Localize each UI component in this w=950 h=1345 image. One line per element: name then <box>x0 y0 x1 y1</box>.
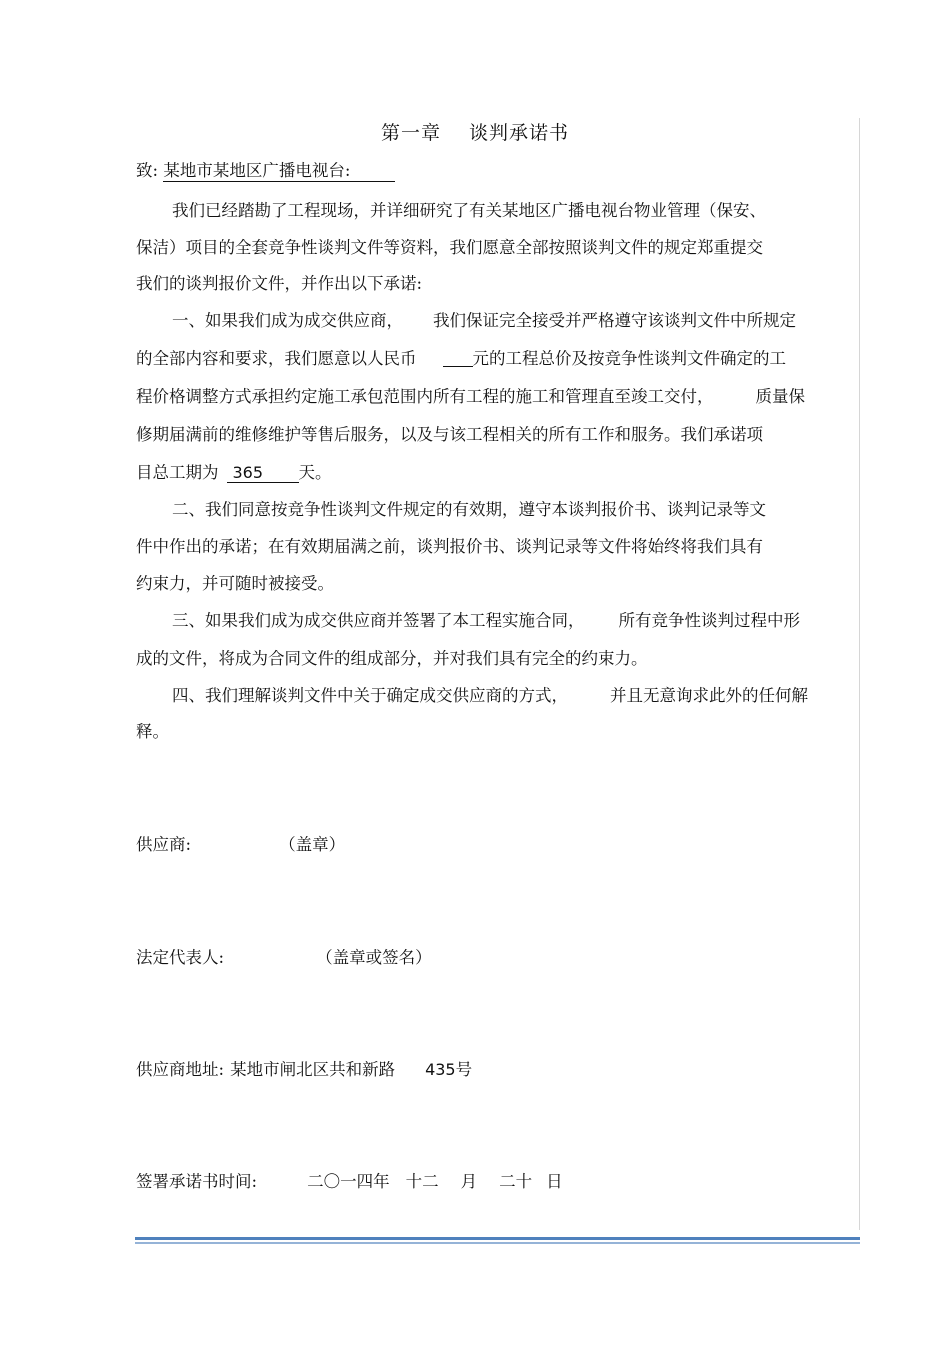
legal-rep-seal-note: （盖章或签名） <box>316 948 432 967</box>
clause3-l1a: 三、如果我们成为成交供应商并签署了本工程实施合同， <box>172 611 585 630</box>
legal-rep-label: 法定代表人: <box>136 948 225 967</box>
address-number: 435 <box>425 1060 456 1079</box>
supplier-line <box>136 831 345 855</box>
duration-days: 365 <box>227 463 299 483</box>
footer-rule <box>135 1237 860 1240</box>
sign-date-day: 日 <box>546 1172 563 1191</box>
clause2-line3: 约束力，并可随时被接受。 <box>136 574 334 593</box>
clause1-l5b: 天。 <box>298 463 332 482</box>
document-title: 谈判承诺书 <box>469 122 570 144</box>
supplier-seal-note: （盖章） <box>279 835 346 854</box>
clause4-line2: 释。 <box>136 722 169 741</box>
sign-date-label: 签署承诺书时间: <box>136 1172 258 1191</box>
clause1-l3b: 质量保 <box>755 387 805 406</box>
clause1-line3 <box>136 383 805 407</box>
para1-line1: 我们已经踏勘了工程现场，并详细研究了有关某地区广播电视台物业管理（保安、 <box>172 201 766 220</box>
sign-date-month: 月 <box>460 1172 478 1191</box>
clause4-line1 <box>172 682 808 706</box>
clause2-line2: 件中作出的承诺；在有效期届满之前，谈判报价书、谈判记录等文件将始终将我们具有 <box>136 537 763 556</box>
sign-date-line <box>136 1168 563 1192</box>
address-suffix: 号 <box>455 1060 473 1079</box>
clause1-l2a: 的全部内容和要求，我们愿意以人民币 <box>136 349 417 368</box>
legal-rep-line <box>136 944 432 968</box>
clause1-l3a: 程价格调整方式承担约定施工承包范围内所有工程的施工和管理直至竣工交付， <box>136 387 714 406</box>
supplier-label: 供应商: <box>136 835 192 854</box>
addressee-line <box>136 157 395 182</box>
clause1-l1a: 一、如果我们成为成交供应商， <box>172 311 403 330</box>
clause3-l1b: 所有竞争性谈判过程中形 <box>618 611 800 630</box>
clause4-l1a: 四、我们理解谈判文件中关于确定成交供应商的方式， <box>172 686 568 705</box>
para1-line2: 保洁）项目的全套竞争性谈判文件等资料，我们愿意全部按照谈判文件的规定郑重提交 <box>136 238 763 257</box>
clause1-line5 <box>136 459 332 483</box>
clause1-l5a: 目总工期为 <box>136 463 219 482</box>
address-value: 某地市闸北区共和新路 <box>230 1060 396 1079</box>
clause1-line4: 修期届满前的维修维护等售后服务，以及与该工程相关的所有工作和服务。我们承诺项 <box>136 425 763 444</box>
address-label: 供应商地址: <box>136 1060 225 1079</box>
clause2-line1: 二、我们同意按竞争性谈判文件规定的有效期，遵守本谈判报价书、谈判记录等文 <box>172 500 766 519</box>
clause1-l2b: 元的工程总价及按竞争性谈判文件确定的工 <box>472 349 786 368</box>
clause1-line1 <box>172 307 796 331</box>
page-margin-rule <box>859 118 860 1230</box>
address-line <box>136 1056 472 1080</box>
sign-date-day-num: 二十 <box>499 1172 533 1191</box>
clause3-line2: 成的文件，将成为合同文件的组成部分，并对我们具有完全的约束力。 <box>136 649 648 668</box>
clause4-l1b: 并且无意询求此外的任何解 <box>610 686 808 705</box>
sign-date-year: 二〇一四年 <box>307 1172 390 1191</box>
addressee-prefix: 致: <box>136 161 159 180</box>
para1-line3: 我们的谈判报价文件，并作出以下承诺: <box>136 274 423 293</box>
clause3-line1 <box>172 607 800 631</box>
addressee-name: 某地市某地区广播电视台: <box>163 157 395 182</box>
sign-date-month-num: 十二 <box>405 1172 439 1191</box>
clause1-l1b: 我们保证完全接受并严格遵守该谈判文件中所规定 <box>433 311 796 330</box>
chapter-label: 第一章 <box>380 122 441 144</box>
footer-rule-secondary <box>135 1242 860 1244</box>
page-title <box>0 118 950 145</box>
price-blank <box>443 348 473 367</box>
clause1-line2 <box>136 345 786 369</box>
